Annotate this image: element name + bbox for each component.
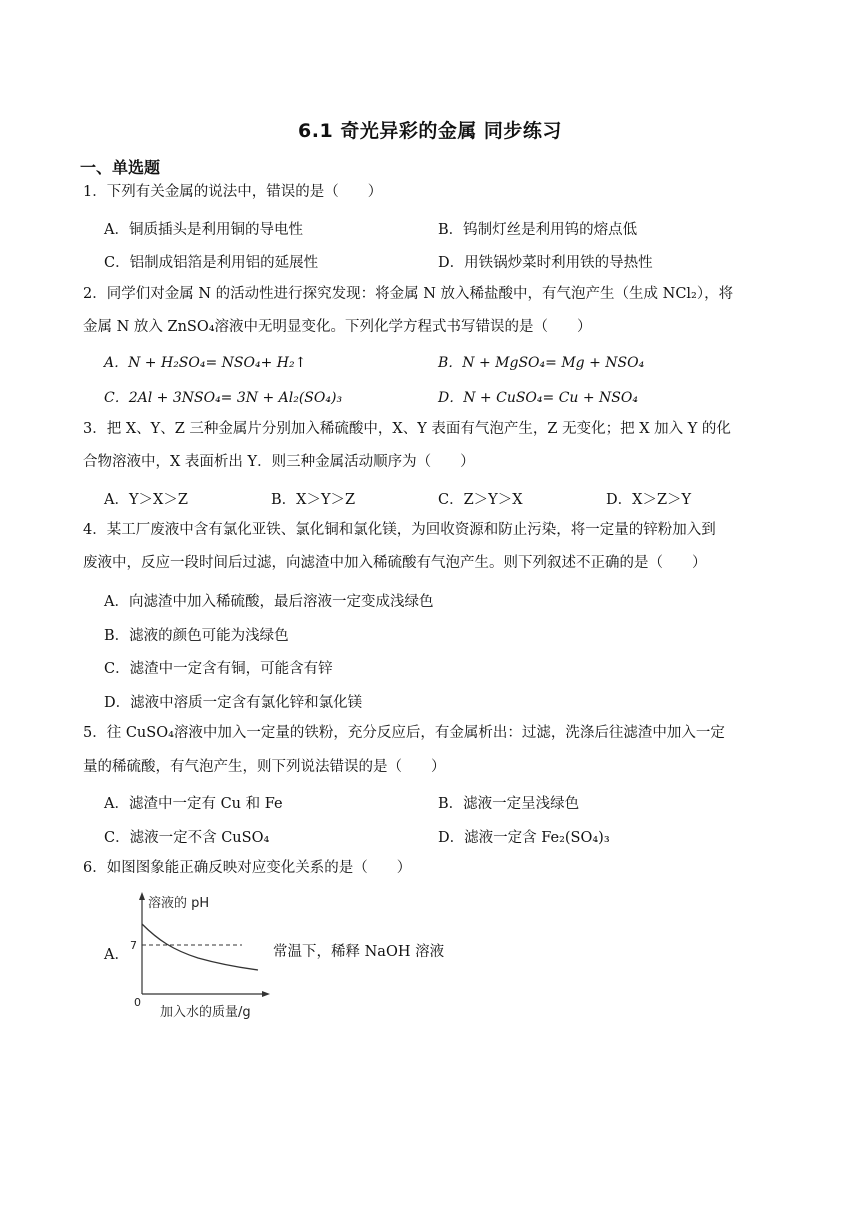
question-6-stem: 6．如图图象能正确反映对应变化关系的是（ ） <box>83 860 412 876</box>
q2-option-d: D．N + CuSO₄= Cu + NSO₄ <box>438 390 638 406</box>
ph-curve <box>142 924 258 970</box>
q2-option-a: A．N + H₂SO₄= NSO₄+ H₂↑ <box>104 355 307 371</box>
q1-option-d: D．用铁锅炒菜时利用铁的导热性 <box>438 255 653 271</box>
q2-option-c: C．2Al + 3NSO₄= 3N + Al₂(SO₄)₃ <box>104 390 343 406</box>
q6-option-a-label: A． <box>104 947 129 963</box>
question-2-stem-line2: 金属 N 放入 ZnSO₄溶液中无明显变化。下列化学方程式书写错误的是（ ） <box>83 319 592 335</box>
q1-option-b: B．钨制灯丝是利用钨的熔点低 <box>438 222 638 238</box>
q1-option-a: A．铜质插头是利用铜的导电性 <box>104 222 303 238</box>
graph-tick-7: 7 <box>130 939 137 952</box>
q3-option-b: B．X＞Y＞Z <box>271 492 356 508</box>
page-title: 6.1 奇光异彩的金属 同步练习 <box>298 120 562 142</box>
question-2-stem-line1: 2．同学们对金属 N 的活动性进行探究发现：将金属 N 放入稀盐酸中，有气泡产生（生成 NCl₂），将 <box>83 286 734 302</box>
q5-option-c: C．滤液一定不含 CuSO₄ <box>104 830 270 846</box>
q2-option-b: B．N + MgSO₄= Mg + NSO₄ <box>438 355 645 371</box>
question-3-stem-line2: 合物溶液中，X 表面析出 Y．则三种金属活动顺序为（ ） <box>83 454 475 470</box>
question-4-stem-line1: 4．某工厂废液中含有氯化亚铁、氯化铜和氯化镁，为回收资源和防止污染，将一定量的锌粉加入到 <box>83 522 716 538</box>
q5-option-b: B．滤液一定呈浅绿色 <box>438 796 580 812</box>
q6-option-a-caption: 常温下，稀释 NaOH 溶液 <box>273 944 445 960</box>
q3-option-d: D．X＞Z＞Y <box>606 492 692 508</box>
q5-option-d: D．滤液一定含 Fe₂(SO₄)₃ <box>438 830 610 846</box>
graph-xlabel: 加入水的质量/g <box>160 1005 251 1020</box>
q4-option-a: A．向滤渣中加入稀硫酸，最后溶液一定变成浅绿色 <box>104 594 434 610</box>
y-axis-arrow-icon <box>139 892 145 900</box>
question-4-stem-line2: 废液中，反应一段时间后过滤，向滤渣中加入稀硫酸有气泡产生。则下列叙述不正确的是（ ） <box>83 555 707 571</box>
q3-option-c: C．Z＞Y＞X <box>438 492 523 508</box>
question-5-stem-line2: 量的稀硫酸，有气泡产生，则下列说法错误的是（ ） <box>83 759 446 775</box>
graph-ylabel: 溶液的 pH <box>148 896 210 911</box>
section-heading: 一、单选题 <box>80 158 161 177</box>
question-1-stem: 1．下列有关金属的说法中，错误的是（ ） <box>83 184 383 200</box>
ph-dilution-graph <box>118 888 278 1024</box>
q4-option-b: B．滤液的颜色可能为浅绿色 <box>104 628 289 644</box>
q4-option-d: D．滤液中溶质一定含有氯化锌和氯化镁 <box>104 695 363 711</box>
question-5-stem-line1: 5．往 CuSO₄溶液中加入一定量的铁粉，充分反应后，有金属析出：过滤，洗涤后往滤渣中加入一定 <box>83 725 725 741</box>
question-3-stem-line1: 3．把 X、Y、Z 三种金属片分别加入稀硫酸中，X、Y 表面有气泡产生，Z 无变化；把 X 加入 Y 的化 <box>83 421 731 437</box>
q1-option-c: C．铝制成铝箔是利用铝的延展性 <box>104 255 319 271</box>
graph-origin: 0 <box>134 996 141 1009</box>
q5-option-a: A．滤渣中一定有 Cu 和 Fe <box>104 796 283 812</box>
q4-option-c: C．滤渣中一定含有铜，可能含有锌 <box>104 661 333 677</box>
q3-option-a: A．Y＞X＞Z <box>104 492 188 508</box>
x-axis-arrow-icon <box>262 991 270 997</box>
